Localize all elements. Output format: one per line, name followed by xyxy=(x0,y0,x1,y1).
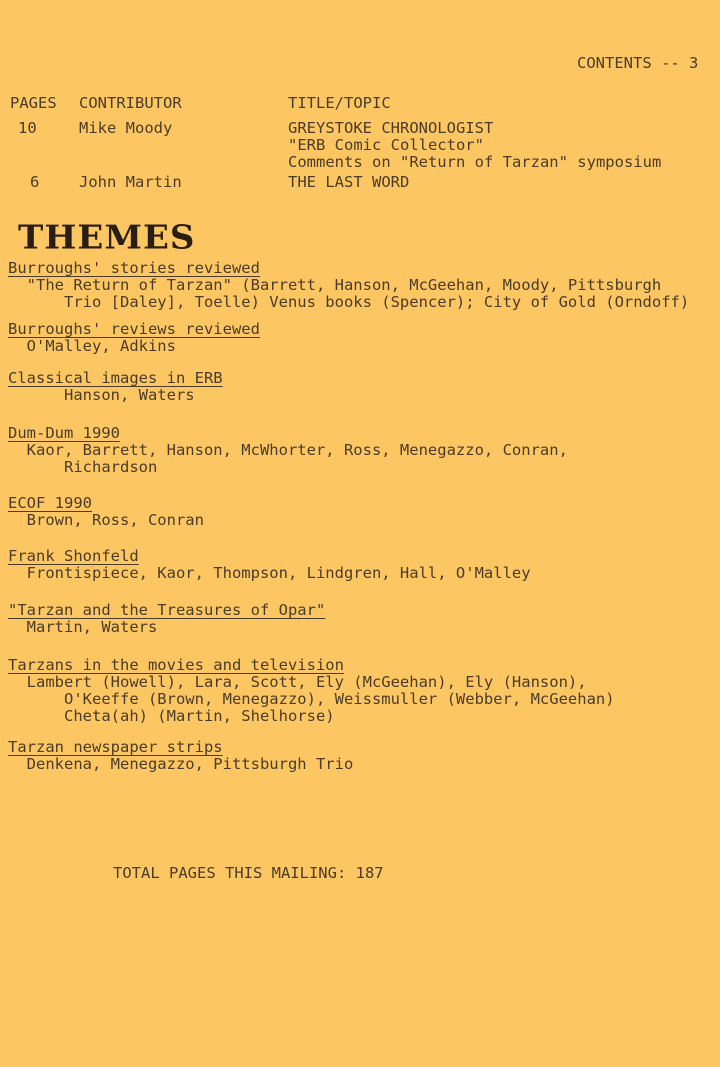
theme-body: Brown, Ross, Conran xyxy=(8,511,204,529)
theme-body: Denkena, Menegazzo, Pittsburgh Trio xyxy=(8,755,354,773)
row-contributor: John Martin xyxy=(79,173,182,191)
theme-section xyxy=(8,495,204,529)
theme-heading: Frank Shonfeld xyxy=(8,547,139,565)
theme-body: Martin, Waters xyxy=(8,618,158,636)
theme-body: "The Return of Tarzan" (Barrett, Hanson, McGeehan, Moody, Pittsburgh Trio [Daley], Toelle) Venus books (Spencer); City of Gold (Orndoff) xyxy=(26,276,690,311)
row-contributor: Mike Moody xyxy=(79,119,173,137)
theme-section xyxy=(8,657,615,725)
theme-body: Lambert (Howell), Lara, Scott, Ely (McGeehan), Ely (Hanson), O'Keeffe (Brown, Menegazzo), Weissmuller (Webber, McGeehan) Cheta(ah) (Martin, Shelhorse) xyxy=(26,673,615,725)
theme-heading: Burroughs' stories reviewed xyxy=(8,259,260,277)
theme-section xyxy=(8,425,568,476)
theme-body: Hanson, Waters xyxy=(8,386,195,404)
theme-section xyxy=(8,370,223,404)
theme-section xyxy=(8,260,689,311)
theme-body: Kaor, Barrett, Hanson, McWhorter, Ross, Menegazzo, Conran, Richardson xyxy=(26,441,568,476)
theme-body: Frontispiece, Kaor, Thompson, Lindgren, Hall, O'Malley xyxy=(8,564,531,582)
theme-heading: Dum-Dum 1990 xyxy=(8,424,120,442)
theme-body: O'Malley, Adkins xyxy=(8,337,176,355)
theme-section xyxy=(8,739,353,773)
total-pages: TOTAL PAGES THIS MAILING: 187 xyxy=(113,864,384,882)
theme-section xyxy=(8,602,325,636)
page-label: CONTENTS -- 3 xyxy=(577,54,699,72)
theme-heading: "Tarzan and the Treasures of Opar" xyxy=(8,601,326,619)
themes-title: THEMES xyxy=(18,219,196,257)
theme-heading: Burroughs' reviews reviewed xyxy=(8,320,260,338)
row-pages: 10 xyxy=(18,119,37,137)
theme-section xyxy=(8,548,531,582)
theme-heading: Tarzans in the movies and television xyxy=(8,656,344,674)
col-title-header: TITLE/TOPIC xyxy=(288,94,391,112)
theme-heading: Classical images in ERB xyxy=(8,369,223,387)
row-pages: 6 xyxy=(30,173,40,191)
row-title: GREYSTOKE CHRONOLOGIST "ERB Comic Collector" Comments on "Return of Tarzan" symposium xyxy=(288,119,662,171)
theme-heading: ECOF 1990 xyxy=(8,494,92,512)
col-pages-header: PAGES xyxy=(10,94,57,112)
theme-heading: Tarzan newspaper strips xyxy=(8,738,223,756)
col-contributor-header: CONTRIBUTOR xyxy=(79,94,182,112)
row-title: THE LAST WORD xyxy=(288,173,410,191)
theme-section xyxy=(8,321,260,355)
